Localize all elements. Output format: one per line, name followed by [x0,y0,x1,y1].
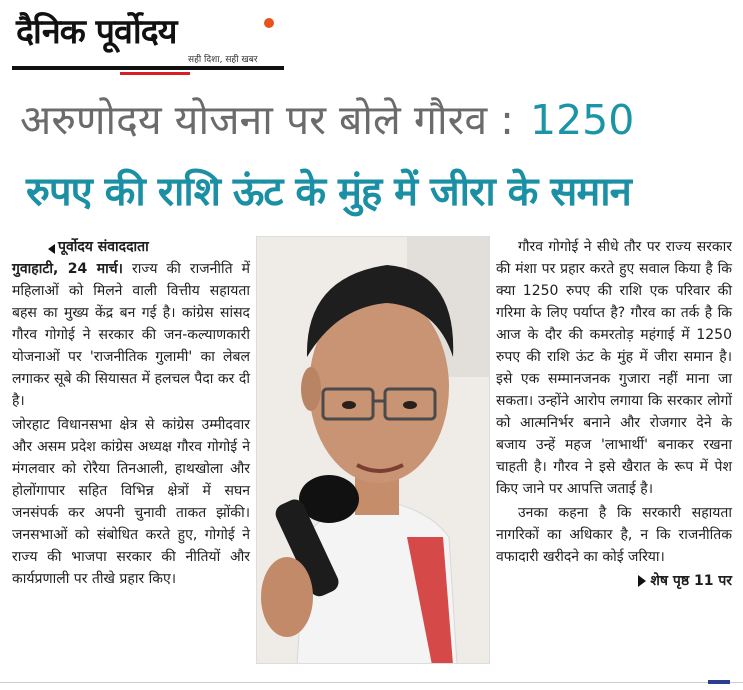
dateline: गुवाहाटी, 24 मार्च। [12,261,123,277]
paragraph-text: राज्य की राजनीति में महिलाओं को मिलने वाली वित्तीय सहायता बहस का मुख्य केंद्र बन गई है। कांग्रेस सांसद गौरव गोगोई ने सरकार की जन-कल्याणकारी योजनाओं पर 'राजनीतिक गुलामी' का लेबल लगाकर सूबे की सियासत में हलचल पैदा कर दी है। [12,261,251,409]
masthead-accent-rule [120,72,190,75]
byline: पूर्वोदय संवाददाता [12,236,250,258]
newspaper-name: दैनिक पूर्वोदय [16,12,177,52]
masthead-rule [12,66,284,70]
newspaper-tagline: सही दिशा, सही खबर [188,55,258,65]
article-paragraph: गौरव गोगोई ने सीधे तौर पर राज्य सरकार की मंशा पर प्रहार करते हुए सवाल किया है कि क्या 1250 रुपए की राशि एक परिवार की गरिमा के लिए पर्याप्त है? गौरव का तर्क है कि आज के दौर की कमरतोड़ महंगाई में 1250 रुपए की राशि ऊंट के मुंह में जीरा समान है। इसे एक सम्मानजनक गुजारा नहीं माना जा सकता। उन्होंने आरोप लगाया कि सरकार लोगों को आत्मनिर्भर बनाने और रोजगार देने के बजाय उन्हें महज 'लाभार्थी' बनाकर रखना चाहती है। गौरव ने इसे खैरात के रूप में पेश किए जाने पर आपत्ति जताई है। [496,239,732,497]
continued-text: शेष पृष्ठ 11 पर [650,573,732,589]
article-paragraph [12,258,250,412]
headline-line-1 [20,92,730,152]
page-bottom-mark [708,680,730,684]
article-paragraph: जोरहाट विधानसभा क्षेत्र से कांग्रेस उम्मीदवार और असम प्रदेश कांग्रेस अध्यक्ष गौरव गोगोई ने मंगलवार को रोरैया तिनआली, हाथखोला और होलोंगापार सहित विभिन्न क्षेत्रों में सघन जनसंपर्क कर अपनी चुनावी ताकत झोंकी। जनसभाओं को संबोधित करते हुए, गोगोई ने राज्य की भाजपा सरकार की नीतियों और कार्यप्रणाली पर तीखे प्रहार किए। [12,417,250,587]
page-bottom-rule [0,682,743,683]
article-paragraph: उनका कहना है कि सरकारी सहायता नागरिकों का अधिकार है, न कि राजनीतिक वफादारी खरीदने का कोई जरिया। [496,505,732,565]
headline-number: 1250 [529,96,635,144]
arrow-right-icon [638,575,646,587]
newspaper-masthead [12,6,284,72]
article-photo [256,236,490,664]
masthead-logo-dot [264,18,274,28]
article-column-left [12,236,250,590]
article-column-right [496,236,732,592]
headline-line-1-text: अरुणोदय योजना पर बोले गौरव : [20,96,514,144]
continued-on-page[interactable] [496,570,732,592]
speaker-photo-illustration [257,237,490,664]
headline-line-2: रुपए की राशि ऊंट के मुंह में जीरा के समान [26,169,631,215]
